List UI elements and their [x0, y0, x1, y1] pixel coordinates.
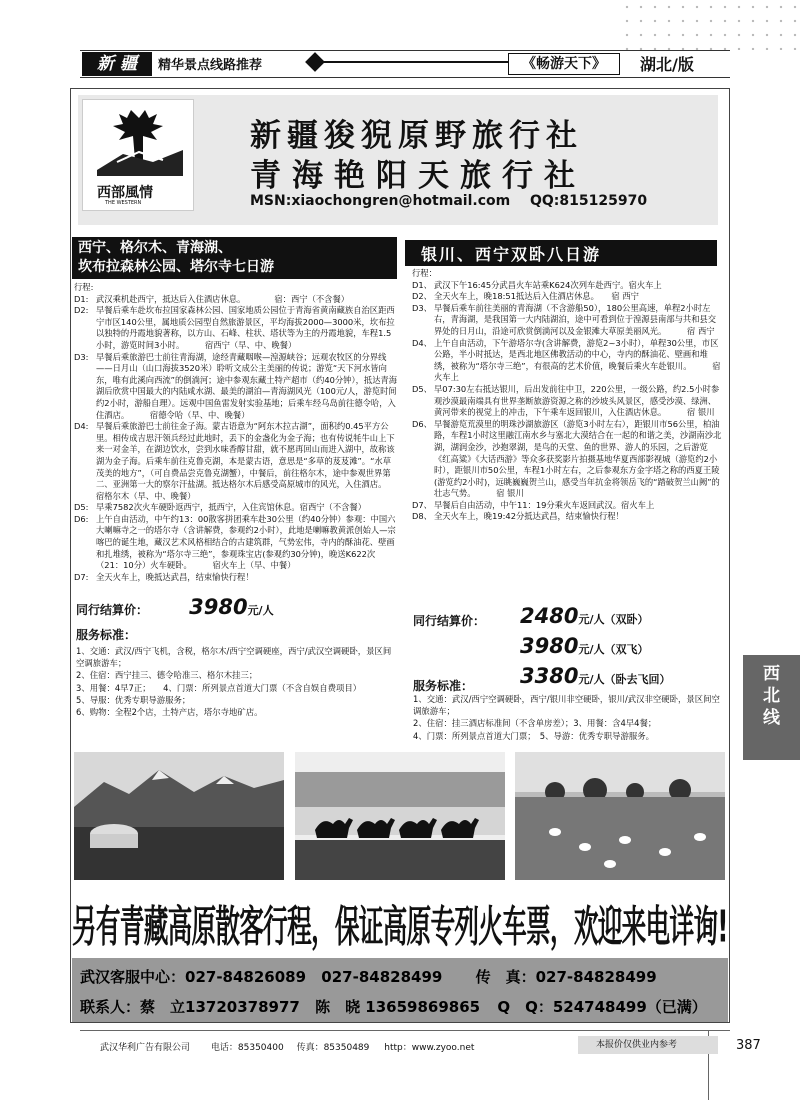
service-item: 2、住宿：挂三酒店标准间（不含单房差）；3、用餐：含4早4餐；	[413, 718, 657, 729]
day-item	[74, 421, 408, 502]
day-item	[412, 511, 722, 523]
day-item	[412, 419, 722, 500]
day-number: D2:	[74, 305, 89, 316]
price-value: 3380	[520, 664, 579, 688]
day-item	[74, 352, 399, 422]
day-description: 上午自由活动，下午游塔尔寺(含讲解费，游览2~3小时），单程30公里，市区公路，半小时抵达，是西北地区佛教活动的中心，寺内的酥油花、壁画和堆绣，被称为“塔尔寺三绝”，有很高的艺术价值，晚餐后乘火车赴银川。 宿火车上	[434, 337, 721, 383]
right-tour-itinerary	[412, 268, 722, 523]
photo-grassland-sheep	[515, 752, 725, 880]
left-tour-itinerary	[74, 282, 408, 583]
price-value: 3980	[189, 595, 248, 619]
service-item: 2、住宿：西宁挂三、德令哈准三、格尔木挂三；	[76, 670, 258, 681]
day-description: 全天火车上，晚19:42分抵达武昌，结束愉快行程！	[434, 511, 624, 522]
footer-phone: 电话：85350400	[210, 1043, 284, 1053]
side-tab-label: 西 北 线	[763, 664, 780, 728]
price-unit: 元/人	[247, 604, 274, 617]
footer-web: http：www.zyoo.net	[384, 1043, 475, 1053]
day-number: D1、	[412, 279, 432, 290]
left-service-title: 服务标准：	[76, 628, 137, 642]
day-description: 早乘7582次火车硬卧返西宁，抵西宁，入住宾馆休息。宿西宁（不含餐）	[96, 502, 367, 513]
price-unit: 元/人（双飞）	[578, 643, 649, 656]
day-description: 早餐后乘旅游巴士前往金子海。蒙古语意为“阿东木拉古湖”，面积约0.45平方公里。相传成吉思汗领兵经过此地时，丢下的金盏化为金子海；也有传说牦牛山上下来一对金羊，在湖边饮水，尝到水味香醇甘甜，就不愿再回山而进入湖中，故称该湖为金子海。后乘车前往克鲁克湖，本是蒙古语，意思是“多草的芨芨滩”。“水草茂美的地方”，（可自费品尝克鲁克湖蟹），中餐后，前往格尔木，途中参观世界第二、亚洲第一大的察尔汗盐湖。抵达格尔木后感受高原城市的风光，入住酒店。 宿格尔木（早、中、晚餐）	[96, 421, 408, 501]
fax-number: 027-84828499	[535, 968, 657, 986]
company-logo	[82, 99, 194, 211]
service-item: 3、用餐：4早7正； 4、门票：所列景点首道大门票（不含自娱自费项目）	[76, 682, 362, 693]
header-subtitle: 精华景点线路推荐	[158, 58, 263, 73]
footer-fax: 传真：85350489	[296, 1043, 370, 1053]
promo-banner: 另有青藏高原散客行程，保证高原专列火车票，欢迎来电详询!	[72, 901, 728, 953]
qq-number: 524748499（已满）	[552, 998, 707, 1016]
header-section-title: 《畅游天下》	[508, 53, 620, 75]
day-item	[412, 291, 722, 303]
day-description: 早餐游览荒漠里的明珠沙湖旅游区（游览3小时左右），距银川市56公里，柏油路，车程1小时这里融江南水乡与塞北大漠结合在一起的和谐之美，沙湖南沙北湖，湖润金沙，沙抱翠湖，是鸟的天堂、鱼的世界、游人的乐园，之后游览《红高粱》《大话西游》等众多获奖影片拍摄基地华夏西部影视城（游览约2小时），距银川市50公里，车程1小时左右，之后参观东方金字塔之称的西夏王陵(游览约2小时)，远眺巍巍贺兰山，感受当年抗金将领岳飞的“踏破贺兰山阙”的壮志气势。 宿 银川	[434, 418, 722, 499]
price-unit: 元/人（卧去飞回）	[578, 673, 671, 686]
day-number: D7:	[74, 571, 89, 582]
logo-subcaption: THE WESTERN	[105, 200, 142, 206]
photo-mountain-yurt	[74, 752, 284, 880]
corner-dot-pattern	[620, 0, 800, 50]
day-number: D2、	[412, 291, 432, 302]
day-item	[412, 303, 722, 338]
day-number: D4、	[412, 337, 432, 348]
service-item: 5、导服：优秀专职导游服务；	[76, 694, 191, 705]
qq-label: Q Q：	[497, 998, 553, 1016]
day-number: D8、	[412, 511, 432, 522]
price-row	[520, 603, 740, 633]
day-description: 早餐后自由活动，中午11：19分乘火车返回武汉。宿火车上	[434, 499, 655, 510]
service-item: 1、交通：武汉/西宁飞机，含税，格尔木/西宁空调硬座，西宁/武汉空调硬卧，景区间空调旅游车；	[76, 646, 392, 669]
phone-2: 027-84828499	[321, 968, 443, 986]
msn-contact: MSN:xiaochongren@hotmail.com	[250, 193, 511, 209]
day-number: D1:	[74, 293, 89, 304]
day-description: 早餐后乘车前往美丽的青海湖（不含游船50），180公里高速，单程2小时左右，青海湖，是我国第一大内陆湖泊，途中可看到位于湟源县南部与共和县交界处的日月山，沿途可欣赏倒淌河以及金银滩大草原美丽风光。 宿 西宁	[434, 302, 717, 336]
service-item: 6、购物：全程2个店，土特产店，塔尔寺地矿店。	[76, 707, 263, 718]
day-item	[412, 338, 722, 384]
day-description: 全天火车上，晚18:51抵达后入住酒店休息。 宿 西宁	[434, 291, 639, 302]
right-price-label: 同行结算价：	[413, 614, 486, 628]
left-tour-title	[72, 237, 397, 279]
photo-camel-caravan	[295, 752, 505, 880]
service-center-label: 武汉客服中心：	[80, 968, 186, 986]
itinerary-label: 行程:	[74, 282, 94, 292]
day-item	[412, 500, 722, 512]
right-tour-title: 银川、西宁双卧八日游	[405, 240, 717, 266]
service-item: 1、交通：武汉/西宁空调硬卧，西宁/银川非空硬卧，银川/武汉非空硬卧，景区间空调旅游车；	[413, 694, 720, 717]
contact-person-2: 陈 晓 13659869865	[315, 998, 481, 1016]
day-description: 早餐后乘旅游巴士前往青海湖，途经青藏咽喉—湟源峡谷；远观农牧区的分界线——日月山（山口海拔3520米）聆听文成公主美丽的传说；游览“天下河水皆向东，唯有此溪向西流”的倒淌河；途中参观东藏土特产超市（约40分钟），抵达青海湖后欣赏中国最大的内陆咸水湖、最美的湖泊—青海湖风光（100元/人，游览时间约2小时，游船自理）。远观中国鱼雷发射实验基地；后乘车经乌岛前往德令哈，入住酒店。 宿德令哈（早、中、晚餐）	[96, 351, 398, 420]
day-number: D7、	[412, 499, 432, 510]
side-tab-region	[743, 655, 800, 760]
day-description: 早07:30左右抵达银川，后出发前往中卫，220公里，一级公路，约2.5小时参观沙漠最南端具有世界垄断旅游资源之称的沙坡头风景区，感受沙漠、绿洲、黄河带来的视觉上的冲击，下午乘车返回银川，入住酒店休息。 宿 银川	[434, 383, 720, 418]
contact-line-2	[80, 996, 707, 1017]
day-description: 早餐后乘车赴坎布拉国家森林公园、国家地质公园位于青海省黄南藏族自治区距西宁市区140公里，属地质公园型自然旅游景区，平均海拔2000—3000米，坎布拉以独特的丹霞地貌著称，以方山、石峰、柱状、塔状等为主的丹霞地貌，车程1.5小时，游览时间3小时。 宿西宁（早、中、晚餐）	[96, 305, 395, 350]
day-number: D3、	[412, 302, 432, 313]
price-value: 3980	[520, 634, 579, 658]
day-item	[74, 514, 399, 572]
day-item	[74, 294, 399, 306]
day-description: 全天火车上，晚抵达武昌，结束愉快行程！	[96, 571, 254, 582]
price-row	[520, 633, 740, 663]
price-label: 同行结算价：	[76, 603, 149, 617]
day-item	[412, 280, 722, 292]
day-description: 武汉乘机赴西宁，抵达后入住酒店休息。 宿：西宁（不含餐）	[96, 293, 350, 304]
footer-note: 本报价仅供业内参考	[578, 1036, 718, 1054]
price-row	[520, 663, 740, 693]
contact-line-1	[80, 966, 657, 987]
fax-label: 传 真：	[475, 968, 536, 986]
contact-box	[72, 958, 728, 1022]
right-service-list	[413, 693, 723, 742]
day-number: D6、	[412, 418, 432, 429]
company-name-1: 新疆狻猊原野旅行社	[250, 118, 583, 154]
footer-company: 武汉华利广告有限公司	[100, 1043, 191, 1053]
logo-caption: 西部風情	[97, 185, 153, 201]
contact-person-label: 联系人：	[80, 998, 141, 1016]
left-service-list	[76, 645, 398, 718]
right-price-list	[520, 603, 740, 693]
footer-rule	[80, 1030, 730, 1031]
contact-person-1: 蔡 立13720378977	[140, 998, 300, 1016]
price-value: 2480	[520, 604, 579, 628]
day-item	[74, 502, 399, 514]
footer-info	[100, 1040, 474, 1053]
day-number: D4:	[74, 421, 89, 432]
qq-contact: QQ:815125970	[530, 193, 648, 209]
company-name-2: 青海艳阳天旅行社	[250, 158, 586, 194]
day-item	[412, 384, 722, 419]
left-price-row	[76, 595, 274, 619]
left-tour-title-line2: 坎布拉森林公园、塔尔寺七日游	[78, 259, 274, 275]
day-number: D6:	[74, 513, 89, 524]
day-list	[74, 293, 408, 584]
left-tour-title-line1: 西宁、格尔木、青海湖、	[78, 240, 232, 256]
price-unit: 元/人（双卧）	[578, 613, 649, 626]
header-province: 湖北/版	[640, 55, 694, 74]
day-number: D5、	[412, 383, 432, 394]
header-rule	[318, 61, 508, 63]
phone-1: 027-84826089	[185, 968, 307, 986]
day-list	[412, 280, 722, 523]
day-description: 武汉下午16:45分武昌火车站乘K624次列车赴西宁。宿火车上	[434, 279, 662, 290]
right-service-title: 服务标准：	[413, 679, 474, 693]
itinerary-label: 行程：	[412, 268, 437, 278]
header-logo: 新 疆	[82, 52, 152, 76]
page-number: 387	[736, 1038, 761, 1053]
day-description: 上午自由活动，中午约13：00散客拼团乘车赴30公里（约40分钟）参观：中国六大喇嘛寺之一的塔尔寺（含讲解费，参观约2小时），此地是喇嘛教黄派创始人—宗喀巴的诞生地，藏汉艺术风格相结合的古建筑群，气势宏伟，寺内的酥油花、壁画和扎堆绣，被称为“塔尔寺三绝”，参观珠宝店(参观约30分钟)，晚送K622次（21：10分）火车硬卧。 宿火车上（早、中餐）	[96, 513, 396, 571]
service-item: 4、门票：所列景点首道大门票； 5、导游：优秀专职导游服务。	[413, 730, 654, 741]
day-item	[74, 572, 399, 584]
day-number: D3:	[74, 351, 89, 362]
day-number: D5:	[74, 502, 89, 513]
day-item	[74, 305, 399, 351]
